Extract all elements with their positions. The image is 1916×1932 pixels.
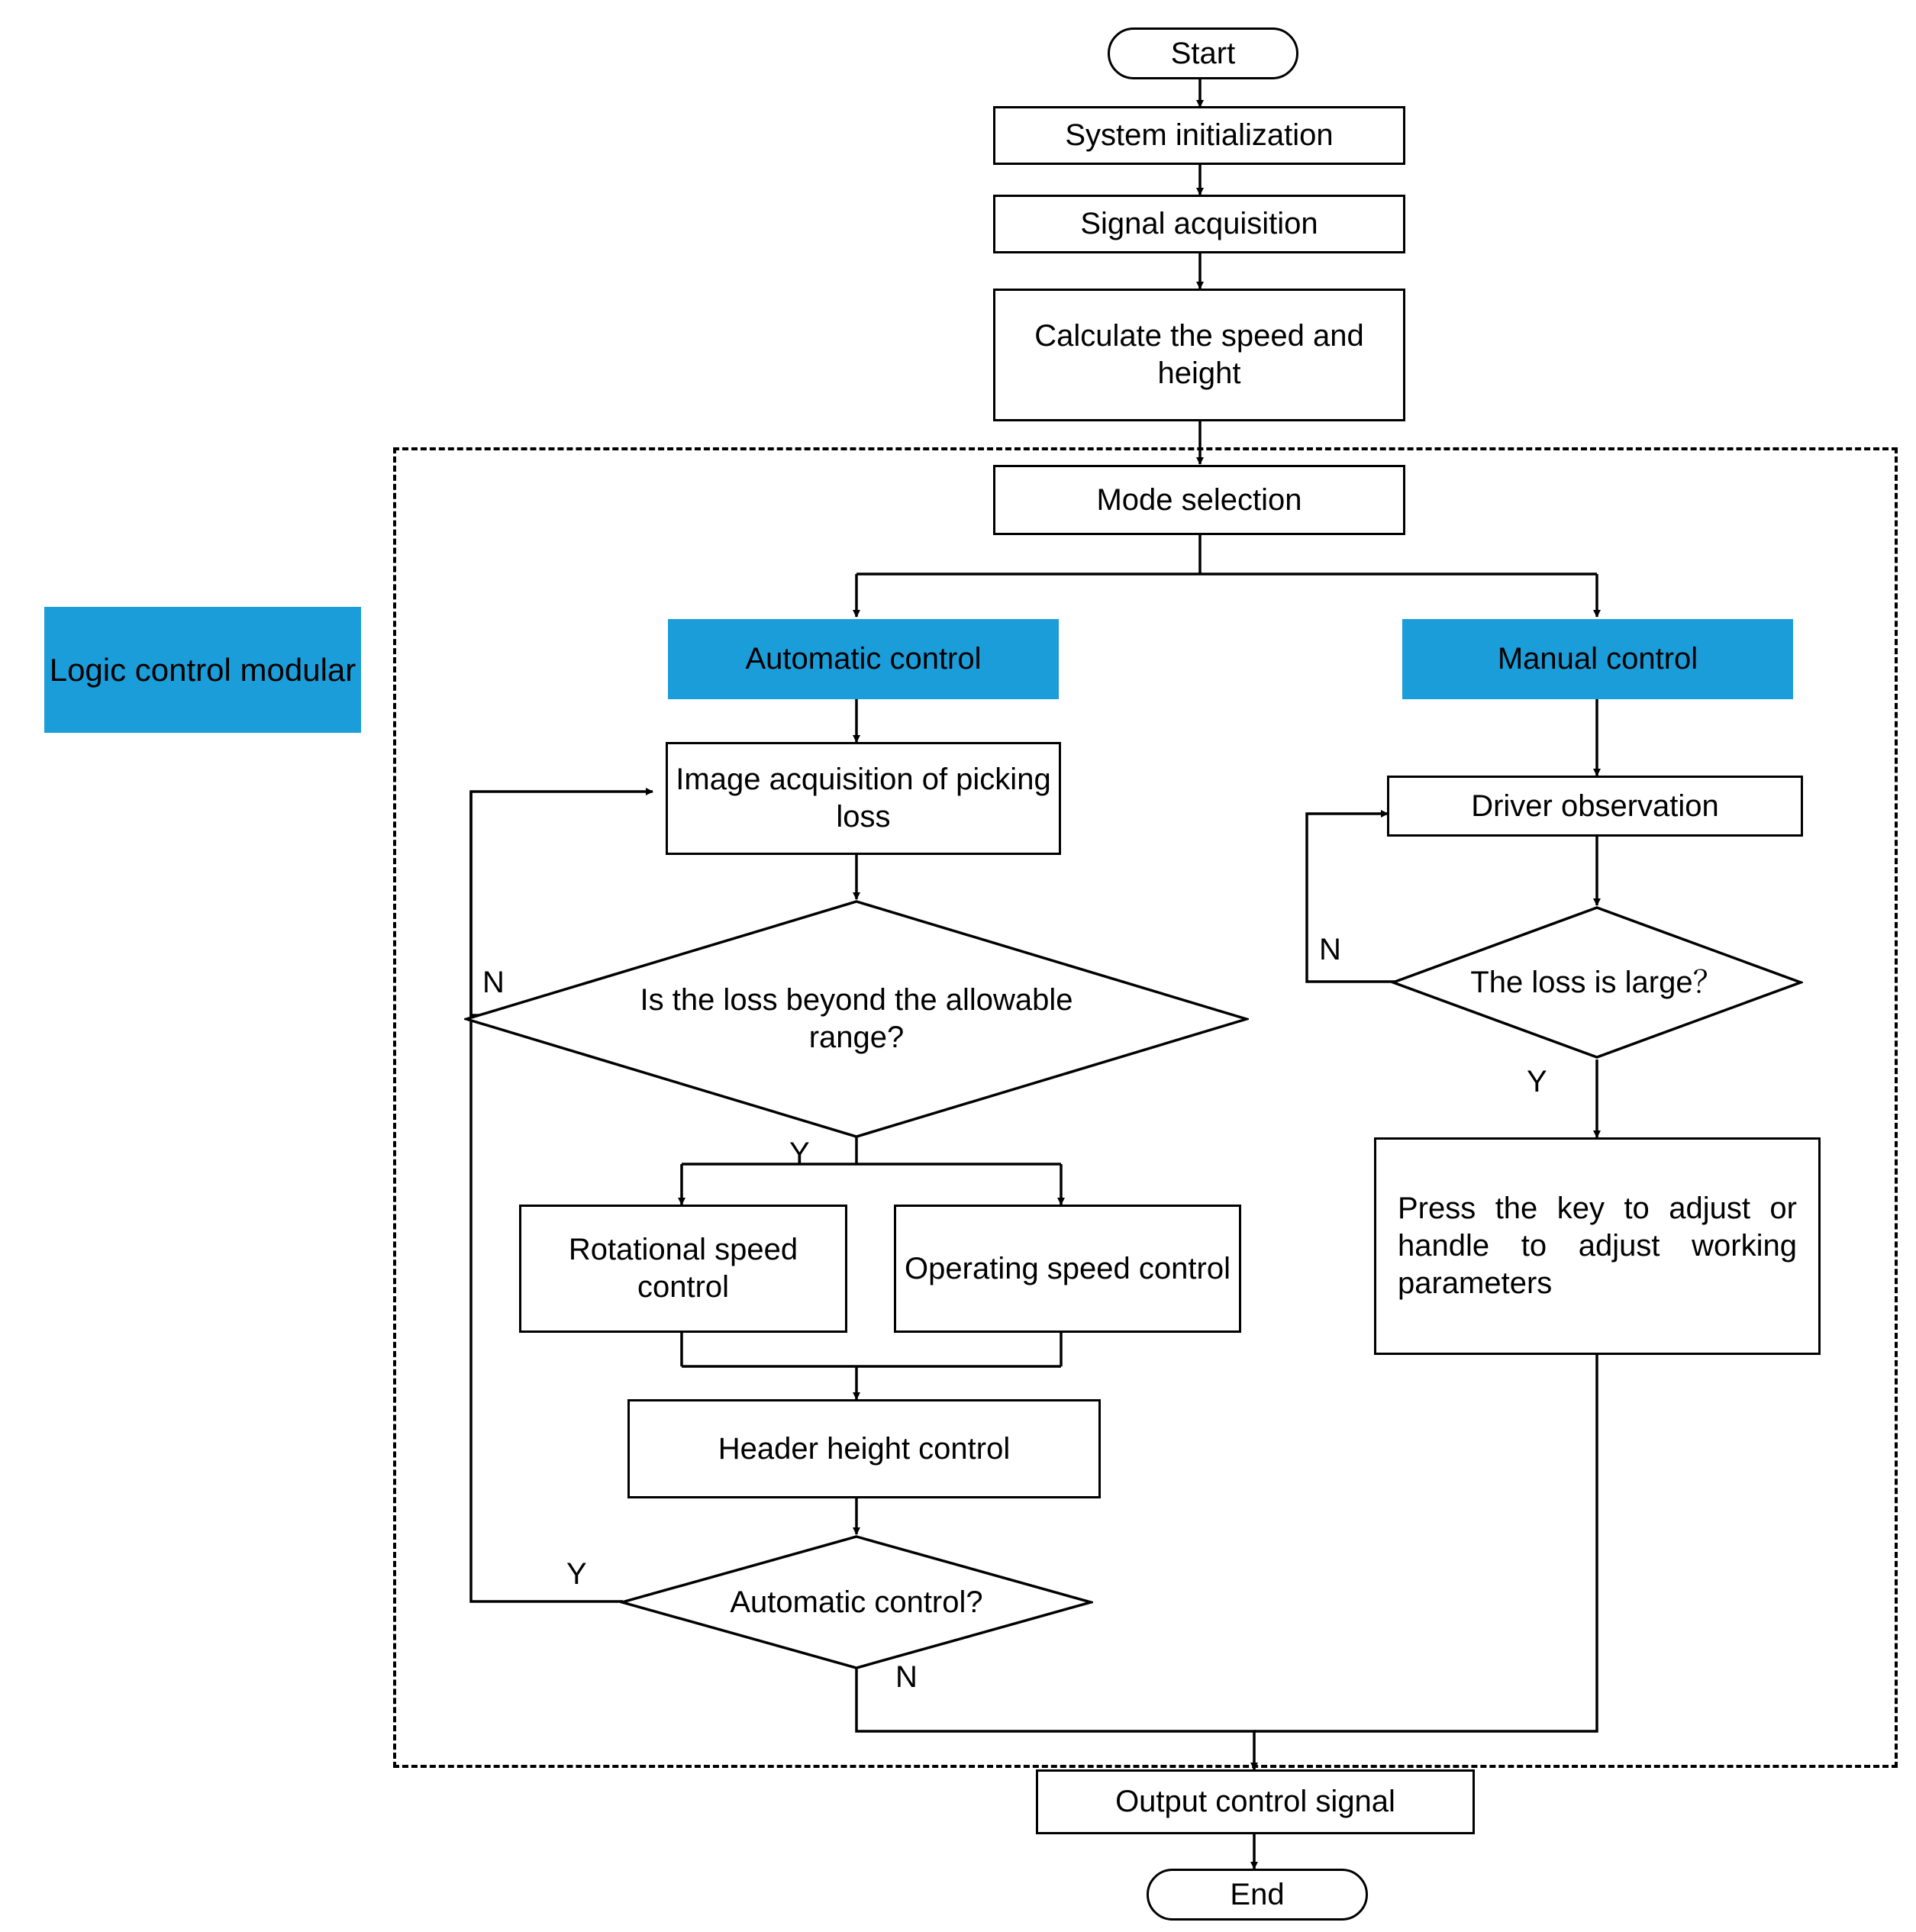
node-loss-beyond-range-label: Is the loss beyond the allowable range? (640, 983, 1073, 1054)
node-driver-observation-label: Driver observation (1471, 789, 1719, 823)
node-start-label: Start (1170, 36, 1236, 70)
node-signal-acquisition-label: Signal acquisition (1080, 207, 1318, 241)
node-output-control-signal (1036, 1769, 1475, 1834)
node-image-acquisition (666, 742, 1061, 855)
node-loss-is-large (1391, 905, 1803, 1060)
node-end (1147, 1869, 1368, 1921)
legend-logic-control-modular (44, 607, 361, 733)
edge-label-loss-range-yes: Y (789, 1137, 810, 1170)
node-mode-selection (993, 465, 1405, 535)
node-end-label: End (1230, 1877, 1285, 1911)
node-operating-speed-control (894, 1205, 1241, 1333)
node-output-control-signal-label: Output control signal (1115, 1785, 1395, 1819)
node-system-initialization (993, 106, 1405, 165)
node-image-acquisition-label: Image acquisition of picking loss (676, 763, 1051, 834)
node-calculate-speed-height-label: Calculate the speed and height (1034, 319, 1364, 390)
node-mode-selection-label: Mode selection (1096, 482, 1302, 517)
node-system-initialization-label: System initialization (1065, 118, 1334, 153)
node-signal-acquisition (993, 195, 1405, 253)
node-manual-control (1402, 619, 1793, 699)
node-automatic-control-decision-label: Automatic control? (730, 1585, 983, 1619)
edge-label-loss-large-yes: Y (1527, 1065, 1547, 1098)
edge-label-auto-control-yes: Y (566, 1557, 587, 1591)
node-automatic-control-label: Automatic control (745, 642, 982, 676)
node-automatic-control-decision (620, 1534, 1093, 1670)
node-press-key-adjust (1374, 1137, 1821, 1355)
node-operating-speed-control-label: Operating speed control (905, 1251, 1231, 1285)
node-rotational-speed-control (519, 1205, 847, 1333)
node-start (1108, 27, 1298, 79)
node-rotational-speed-control-label: Rotational speed control (568, 1233, 798, 1304)
node-automatic-control (668, 619, 1059, 699)
node-driver-observation (1387, 776, 1803, 837)
node-calculate-speed-height (993, 289, 1405, 421)
edge-label-loss-large-no: N (1319, 933, 1341, 966)
node-header-height-control (627, 1399, 1101, 1498)
edge-label-loss-range-no: N (482, 966, 505, 999)
edge-label-auto-control-no: N (895, 1660, 918, 1694)
node-header-height-control-label: Header height control (718, 1431, 1011, 1466)
node-manual-control-label: Manual control (1497, 642, 1698, 676)
node-loss-beyond-range (464, 899, 1249, 1139)
legend-label: Logic control modular (49, 651, 356, 688)
node-press-key-adjust-label: Press the key to adjust or handle to adjust working parameters (1398, 1192, 1797, 1300)
node-loss-is-large-label: The loss is large？ (1470, 965, 1724, 999)
